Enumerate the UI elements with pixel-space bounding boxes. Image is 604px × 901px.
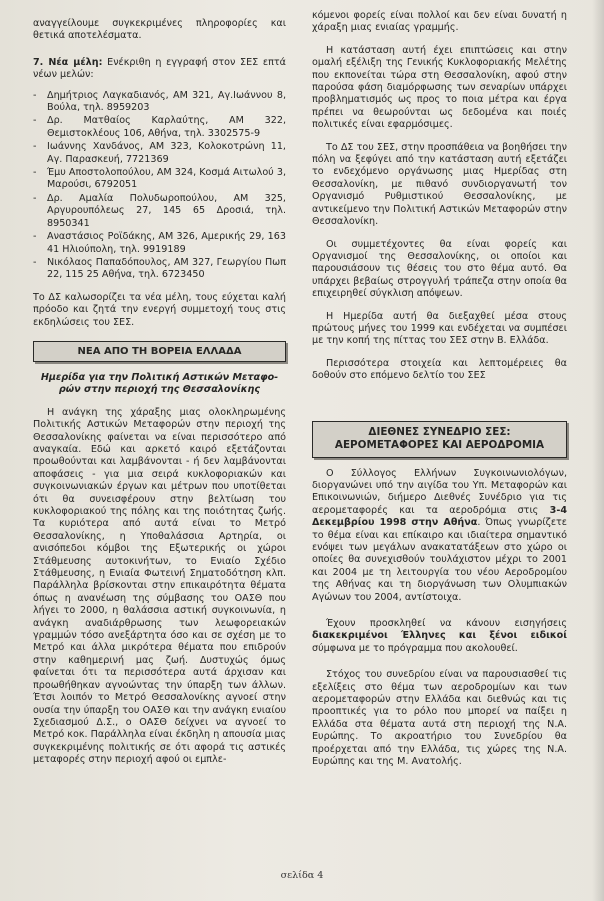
speakers-paragraph: [312, 618, 567, 655]
article-body: Η ανάγκη της χάραξης μιας ολοκληρωμένης Πολιτικής Αστικών Μεταφορών στην περιοχή της Θεσσαλονίκης φαίνεται να είναι περισσότερο από αναγκαία. Εδώ και αρκετό καιρό εξετάζονται προωθούνται και λαμβάνονται - ή δεν λαμβάνονται αποφάσεις - για μια σειρά κυκλοφοριακών και συγκοινωνιακών έργων και μέτρων που υποτίθεται ότι θα συνεισφέρουν στην βελτίωση του κυκλοφοριακού της πόλης και της ποιότητας ζωής. Τα κυριότερα από αυτά είναι το Μετρό Θεσσαλονίκης, η Υποθαλάσσια Αρτηρία, οι ανισόπεδοι κόμβοι της Εξωτερικής οι χώροι Στάθμευσης αυτοκινήτων, το Ενιαίο Σχέδιο Στάθμευσης, η Ενιαία Φωτεινή Σηματοδότηση κλπ. Παράλληλα βρίσκονται στην επικαιρότητα θέματα όπως η ανανέωση της σύμβασης του ΟΑΣΘ που λήγει το 2000, η θαλάσσια αστική συγκοινωνία, η ανάγκη αναδιάρθρωσης των λεωφορειακών γραμμών τόσο ανεξάρτητα όσο και σε σχέση με το Μετρό και άλλα μικρότερα θέματα που επιδρούν στην καθημερινή μας ζωή. Δυστυχώς όμως φαίνεται ότι τα περισσότερα αυτά άρχισαν και προωθήθηκαν αγνοώντας την ύπαρξη των άλλων. Έτσι λοιπόν το Μετρό Θεσσαλονίκης αγνοεί στην ουσία την ύπαρξη του ΟΑΣΘ και την ανάγκη ενιαίου Σχεδιασμού Δ.Σ., ο ΟΑΣΘ δείχνει να αγνοεί το Μετρό κοκ. Παράλληλα είναι έκδηλη η απουσία μιας συγκεκριμένης πολιτικής σε ότι αφορά τις αστικές μεταφορές στην περιοχή αφού οι εμπλε-: [33, 406, 286, 766]
text-run: Ο Σύλλογος Ελλήνων Συγκοινωνιολόγων, διοργανώνει υπό την αιγίδα του Υπ. Μεταφορών και Επικοινωνιών, διήμερο Διεθνές Συνέδριο για τις αερομεταφορές και τα αεροδρόμια στις: [312, 467, 567, 516]
member-text: Ιωάννης Χανδάνος, ΑΜ 323, Κολοκοτρώνη 11, Αγ. Παρασκευή, 7721369: [47, 141, 286, 165]
text-run: σύμφωνα με το πρόγραμμα που ακολουθεί.: [312, 642, 518, 654]
article-subtitle: [33, 372, 286, 397]
member-item: - Νικόλαος Παπαδόπουλος, ΑΜ 327, Γεωργίου Πωπ 22, 115 25 Αθήνα, τηλ. 6723450: [33, 256, 286, 281]
section-header-north-greece: ΝΕΑ ΑΠΟ ΤΗ ΒΟΡΕΙΑ ΕΛΛΑΔΑ: [33, 341, 286, 362]
member-item: - Έμυ Αποστολοπούλου, ΑΜ 324, Κοσμά Αιτωλού 3, Μαρούσι, 6792051: [33, 167, 286, 191]
member-text: Αναστάσιος Ροϊδάκης, ΑΜ 326, Αμερικής 29, 163 41 Ηλιούπολη, τηλ. 9919189: [47, 231, 286, 255]
member-text: Δημήτριος Λαγκαδιανός, ΑΜ 321, Αγ.Ιωάννου 8, Βούλα, τηλ. 8959203: [47, 89, 286, 114]
speakers-emphasis: διακεκριμένοι Έλληνες και ξένοι ειδικοί: [312, 630, 567, 642]
paragraph: Η κατάσταση αυτή έχει επιπτώσεις και στην ομαλή εξέλιξη της Γενικής Κυκλοφοριακής Μελέτης που εκπονείται τώρα στη Θεσσαλονίκη, αφού στην παρούσα φάση διαμόρφωσης των σεναρίων υπάρχει προβληματισμός ως προς το ποια μέτρα και έργα πρέπει να θεωρούνται ως δεδομένα και ποιές πολιτικές είναι εφαρμόσιμες.: [312, 44, 567, 131]
paragraph: Περισσότερα στοιχεία και λεπτομέρειες θα δοθούν στο επόμενο δελτίο του ΣΕΣ: [312, 357, 567, 382]
paragraph: Το ΔΣ του ΣΕΣ, στην προσπάθεια να βοηθήσει την πόλη να ξεφύγει από την κατάσταση αυτή εξετάζει το ενδεχόμενο οργάνωσης μιας Ημερίδας στη Θεσσαλονίκη, με πιθανό συνδιοργανωτή τον Οργανισμό Ρυθμιστικού Θεσσαλονίκης, με αντικείμενο την Πολιτική Αστικών Μεταφορών στην Θεσσαλονίκη.: [312, 141, 567, 228]
text-run: . Όπως γνωρίζετε το θέμα είναι και επίκαιρο και ιδιαίτερα σημαντικό ενόψει των μεγάλων ανακατατάξεων στο χώρο οι οποίες θα συνεχισθούν τουλάχιστον μέχρι το 2001 και 2004 με τη λειτουργία του νέου Αεροδρομίου της Αθήνας και τη διοργάνωση των Ολυμπιακών Αγώνων του 2004, αντίστοιχα.: [312, 517, 567, 603]
member-item: - Ιωάννης Χανδάνος, ΑΜ 323, Κολοκοτρώνη 11, Αγ. Παρασκευή, 7721369: [33, 141, 286, 165]
member-item: - Δρ. Ματθαίος Καρλαύτης, ΑΜ 322, Θεμιστοκλέους 106, Αθήνα, τηλ. 3302575-9: [33, 115, 286, 139]
conference-paragraph: [312, 468, 567, 604]
paragraph: Η Ημερίδα αυτή θα διεξαχθεί μέσα στους πρώτους μήνες του 1999 και ενδέχεται να συμπέσει με την κοπή της πίττας του ΣΕΣ στην Β. Ελλάδα.: [312, 310, 567, 347]
members-list: [33, 90, 286, 282]
goal-paragraph: Στόχος του συνεδρίου είναι να παρουσιασθεί τις εξελίξεις στο θέμα των αεροδρομίων και των αερομεταφορών στην Ελλάδα και διεθνώς και τις προοπτικές για το ρόλο που μπορεί να παίξει η Ελλάδα στα θέματα αυτά στη περιοχή της Ν.Α. Ευρώπης. Το ακροατήριο του Συνεδρίου θα προέρχεται από την Ελλάδα, τις χώρες της Ν.Α. Ευρώπης και της Μ. Ανατολής.: [312, 669, 567, 768]
page-edge-shadow: [592, 0, 604, 901]
conference-date: 3-4 Δεκεμβρίου 1998 στην Αθήνα: [312, 504, 567, 529]
new-members-paragraph: [33, 57, 286, 82]
member-text: Δρ. Αμαλία Πολυδωροπούλου, ΑΜ 325, Αργυρουπόλεως 27, 145 65 Δροσιά, τηλ. 8950341: [47, 192, 286, 229]
member-text: Έμυ Αποστολοπούλου, ΑΜ 324, Κοσμά Αιτωλού 3, Μαρούσι, 6792051: [47, 167, 286, 191]
member-item: - Δρ. Αμαλία Πολυδωροπούλου, ΑΜ 325, Αργυρουπόλεως 27, 145 65 Δροσιά, τηλ. 8950341: [33, 192, 286, 229]
member-text: Δρ. Ματθαίος Καρλαύτης, ΑΜ 322, Θεμιστοκλέους 106, Αθήνα, τηλ. 3302575-9: [47, 115, 286, 139]
header-line: ΔΙΕΘΝΕΣ ΣΥΝΕΔΡΙΟ ΣΕΣ:: [368, 425, 511, 438]
welcome-paragraph: Το ΔΣ καλωσορίζει τα νέα μέλη, τους εύχεται καλή πρόοδο και ζητά την ενεργή συμμετοχή τους στις εκδηλώσεις του ΣΕΣ.: [33, 291, 286, 328]
left-column: [33, 18, 286, 767]
new-members-text: Ενέκριθη η εγγραφή στον ΣΕΣ επτά νέων μελών:: [33, 56, 286, 81]
text-run: Έχουν προσκληθεί να κάνουν εισηγήσεις: [326, 618, 567, 630]
paragraph: Οι συμμετέχοντες θα είναι φορείς και Οργανισμοί της Θεσσαλονίκης, οι οποίοι και παρουσιάσουν τις θέσεις του στο θέμα αυτό. Θα υπάρχει βεβαίως στρογγυλή τράπεζα στην οποία θα επιχειρηθεί σύγκλιση απόψεων.: [312, 238, 567, 300]
member-text: Νικόλαος Παπαδόπουλος, ΑΜ 327, Γεωργίου Πωπ 22, 115 25 Αθήνα, τηλ. 6723450: [47, 256, 286, 281]
section-header-conference: [312, 421, 567, 458]
member-item: - Αναστάσιος Ροϊδάκης, ΑΜ 326, Αμερικής 29, 163 41 Ηλιούπολη, τηλ. 9919189: [33, 231, 286, 255]
paragraph-continuation: κόμενοι φορείς είναι πολλοί και δεν είναι δυνατή η χάραξη μιας ενιαίας γραμμής.: [312, 10, 567, 34]
subtitle-line: ρών στην περιοχή της Θεσσαλονίκης: [58, 384, 261, 396]
header-line: ΑΕΡΟΜΕΤΑΦΟΡΕΣ ΚΑΙ ΑΕΡΟΔΡΟΜΙΑ: [334, 439, 545, 452]
member-item: - Δημήτριος Λαγκαδιανός, ΑΜ 321, Αγ.Ιωάννου 8, Βούλα, τηλ. 8959203: [33, 89, 286, 114]
right-column: [312, 10, 567, 769]
page-number: σελίδα 4: [280, 870, 324, 881]
intro-paragraph: αναγγείλουμε συγκεκριμένες πληροφορίες και θετικά αποτελέσματα.: [33, 18, 286, 42]
subtitle-line: Ημερίδα για την Πολιτική Αστικών Μεταφο-: [40, 371, 279, 383]
new-members-title: 7. Νέα μέλη:: [33, 56, 103, 68]
